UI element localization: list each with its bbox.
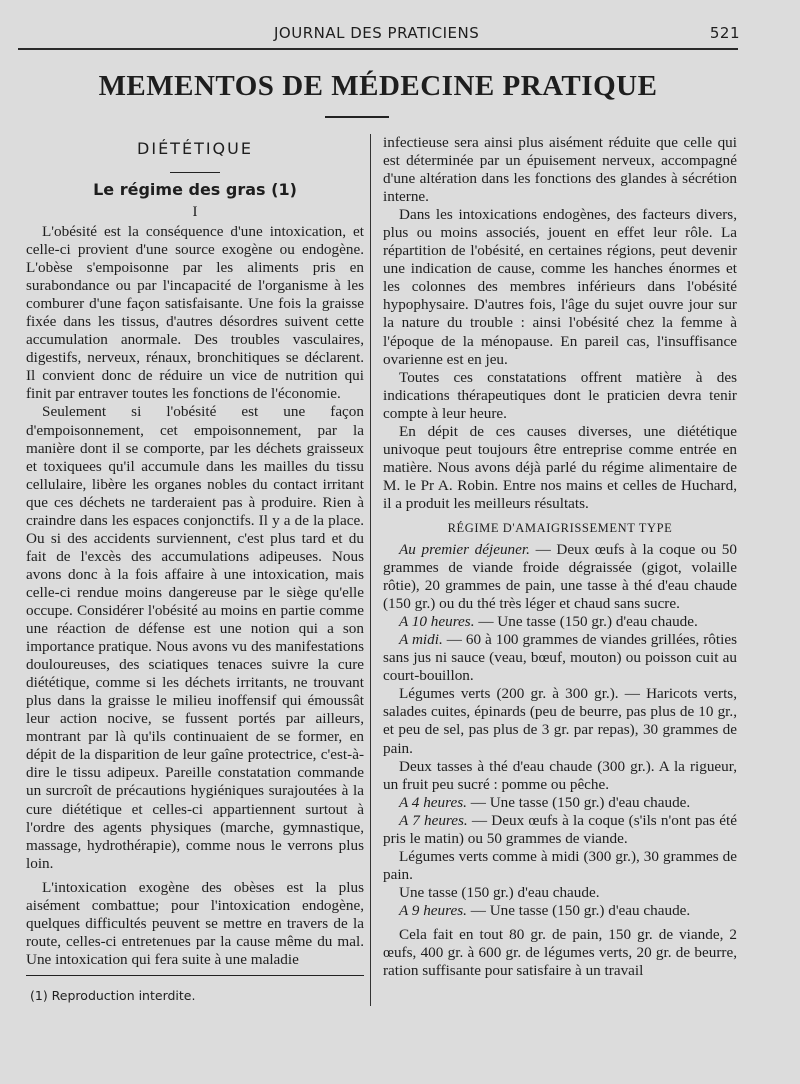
- regime-item: [383, 902, 737, 920]
- paragraph: Toutes ces constatations offrent matière à des indications thérapeutiques dont le praticien devra tenir compte à leur heure.: [383, 368, 737, 422]
- section-title: MEMENTOS DE MÉDECINE PRATIQUE: [98, 70, 658, 102]
- regime-time: Au premier déjeuner.: [399, 540, 530, 558]
- paragraph: infectieuse sera ainsi plus aisément réduite que celle qui est déterminée par un épuisement nerveux, accompagné d'une altération dans les fonctions des glandes à sécrétion interne.: [383, 134, 737, 206]
- header-rule: [18, 48, 738, 50]
- regime-time: A 10 heures.: [399, 613, 475, 631]
- part-number: I: [192, 204, 198, 220]
- regime-item: [383, 848, 737, 884]
- right-column: [383, 134, 737, 980]
- paragraph: Dans les intoxications endogènes, des facteurs divers, plus ou moins associés, jouent en effet leur rôle. La répartition de l'obésité, en certaines régions, peut devenir une indication de cause, comme les hanches énormes et les colonnes des membres inférieurs dans l'obésité hypophysaire. D'autres fois, l'âge du sujet ouvre jour sur la nature du trouble : ainsi l'obésité chez la femme à l'époque de la ménopause. En pareil cas, l'insuffisance ovarienne est en jeu.: [383, 206, 737, 368]
- regime-item: [383, 631, 737, 685]
- regime-item: [383, 541, 737, 613]
- regime-time: A 4 heures.: [399, 793, 467, 811]
- running-head: [26, 22, 740, 44]
- regime-text: — 60 à 100 grammes de viandes grillées, rôties sans jus ni sauce (veau, bœuf, mouton) ou poisson cuit au court-bouillon.: [383, 631, 737, 685]
- regime-item: [383, 794, 737, 812]
- journal-title: JOURNAL DES PRATICIENS: [274, 24, 480, 42]
- title-underline: [325, 116, 389, 118]
- page-number: 521: [709, 24, 740, 42]
- article-title: Le régime des gras (1): [93, 180, 297, 199]
- regime-text: Légumes verts comme à midi (300 gr.), 30 grammes de pain.: [383, 847, 737, 883]
- footnote: (1) Reproduction interdite.: [30, 988, 196, 1003]
- left-column: [26, 134, 364, 969]
- regime-text: Deux tasses à thé d'eau chaude (300 gr.). A la rigueur, un fruit peu sucré : pomme ou pêche.: [383, 757, 737, 793]
- regime-item: [383, 685, 737, 757]
- column-separator: [370, 134, 371, 1006]
- regime-text: Une tasse (150 gr.) d'eau chaude.: [399, 883, 600, 901]
- regime-text: — Une tasse (150 gr.) d'eau chaude.: [466, 793, 691, 811]
- regime-time: A 9 heures.: [399, 901, 467, 919]
- paragraph: L'intoxication exogène des obèses est la plus aisément combattue; pour l'intoxication endogène, quelques difficultés peuvent se mettre en travers de la route, celles-ci entretenues par la cause même du mal. Une intoxication qui fera suite à une maladie: [26, 878, 364, 968]
- paragraph: En dépit de ces causes diverses, une diététique univoque peut toujours être entreprise comme entrée en matière. Nous avons déjà parlé du régime alimentaire de M. le Pr A. Robin. Entre nos mains et celles de Huchard, il a produit les meilleurs résultats.: [383, 422, 737, 512]
- regime-item: [383, 812, 737, 848]
- regime-time: A 7 heures.: [399, 811, 468, 829]
- rubric-heading: DIÉTÉTIQUE: [137, 139, 253, 158]
- regime-item: [383, 884, 737, 902]
- paragraph: L'obésité est la conséquence d'une intoxication, et celle-ci provient d'une source exogène ou endogène. L'obèse s'empoisonne par les aliments pris en surabondance ou par l'incapacité de l'organisme à les comburer d'une façon satisfaisante. Une fois la graisse fixée dans les tissus, d'autres désordres suivent cette accumulation anormale. Des troubles vasculaires, digestifs, nerveux, rénaux, bronchitiques se déclarent. Il convient donc de réduire un vice de nutrition qui finit par entraver toutes les fonctions de l'économie.: [26, 223, 364, 403]
- regime-heading: RÉGIME D'AMAIGRISSEMENT TYPE: [447, 520, 673, 535]
- regime-text: — Deux œufs à la coque (s'ils n'ont pas été pris le matin) ou 50 grammes de viande.: [383, 811, 737, 847]
- regime-text: — Une tasse (150 gr.) d'eau chaude.: [466, 901, 691, 919]
- paragraph: Seulement si l'obésité est une façon d'empoisonnement, cet empoisonnement, par la manière dont il se comporte, par les déchets graisseux et toxiquees qu'il accumule dans les mailles du tissu cellulaire, libère les organes nobles du contact irritant que ces déchets ne tarderaient pas à produire. Rien à craindre dans les espaces conjonctifs. Il y a de la place. Ou si des accidents surviennent, c'est plus tard et du fait de l'excès des accumulations adipeuses. Nous avons donc à la fois affaire à une intoxication, mais celle-ci rendue moins dangereuse par le siège qu'elle occupe. Considérer l'obésité au moins en partie comme une réaction de défense est une notion qui a son importance pratique. Nous avons vu des manifestations douloureuses, des sciatiques tenaces suivre la cure diététique, comme si les déchets irritants, ne trouvant plus dans la graisse le milieu inoffensif qui émoussât leur action nocive, se fussent portés par ailleurs, montrant par là qu'ils continuaient de se former, en dépit de la disparition de leur gaîne protectrice, c'est-à-dire le tissu adipeux. Pareille constatation commande un surcroît de précautions hygiéniques surajoutées à la cure diététique et celles-ci appartiennent surtout à l'ordre des agents physiques (marche, gymnastique, massage, hydrothérapie), comme nous le verrons plus loin.: [26, 403, 364, 872]
- rubric-rule: [170, 172, 220, 173]
- regime-text: — Deux œufs à la coque ou 50 grammes de viande froide dégraissée (gigot, volaille rôtie), 20 grammes de pain, une tasse à thé d'eau chaude (150 gr.) ou du thé très léger et chaud sans sucre.: [383, 540, 737, 613]
- regime-time: A midi.: [399, 631, 443, 649]
- regime-text: — Une tasse (150 gr.) d'eau chaude.: [474, 613, 698, 631]
- regime-item: [383, 758, 737, 794]
- closing-paragraph: Cela fait en tout 80 gr. de pain, 150 gr. de viande, 2 œufs, 400 gr. à 600 gr. de légumes verts, 20 gr. de beurre, ration suffisante pour satisfaire à un travail: [383, 925, 737, 980]
- footnote-rule: [26, 975, 364, 976]
- regime-text: Légumes verts (200 gr. à 300 gr.). — Haricots verts, salades cuites, épinards (peu de beurre, pas plus de 10 gr., et peu de sel, pas plus de 3 gr. par repas), 30 grammes de pain.: [383, 685, 737, 757]
- regime-item: [383, 613, 737, 631]
